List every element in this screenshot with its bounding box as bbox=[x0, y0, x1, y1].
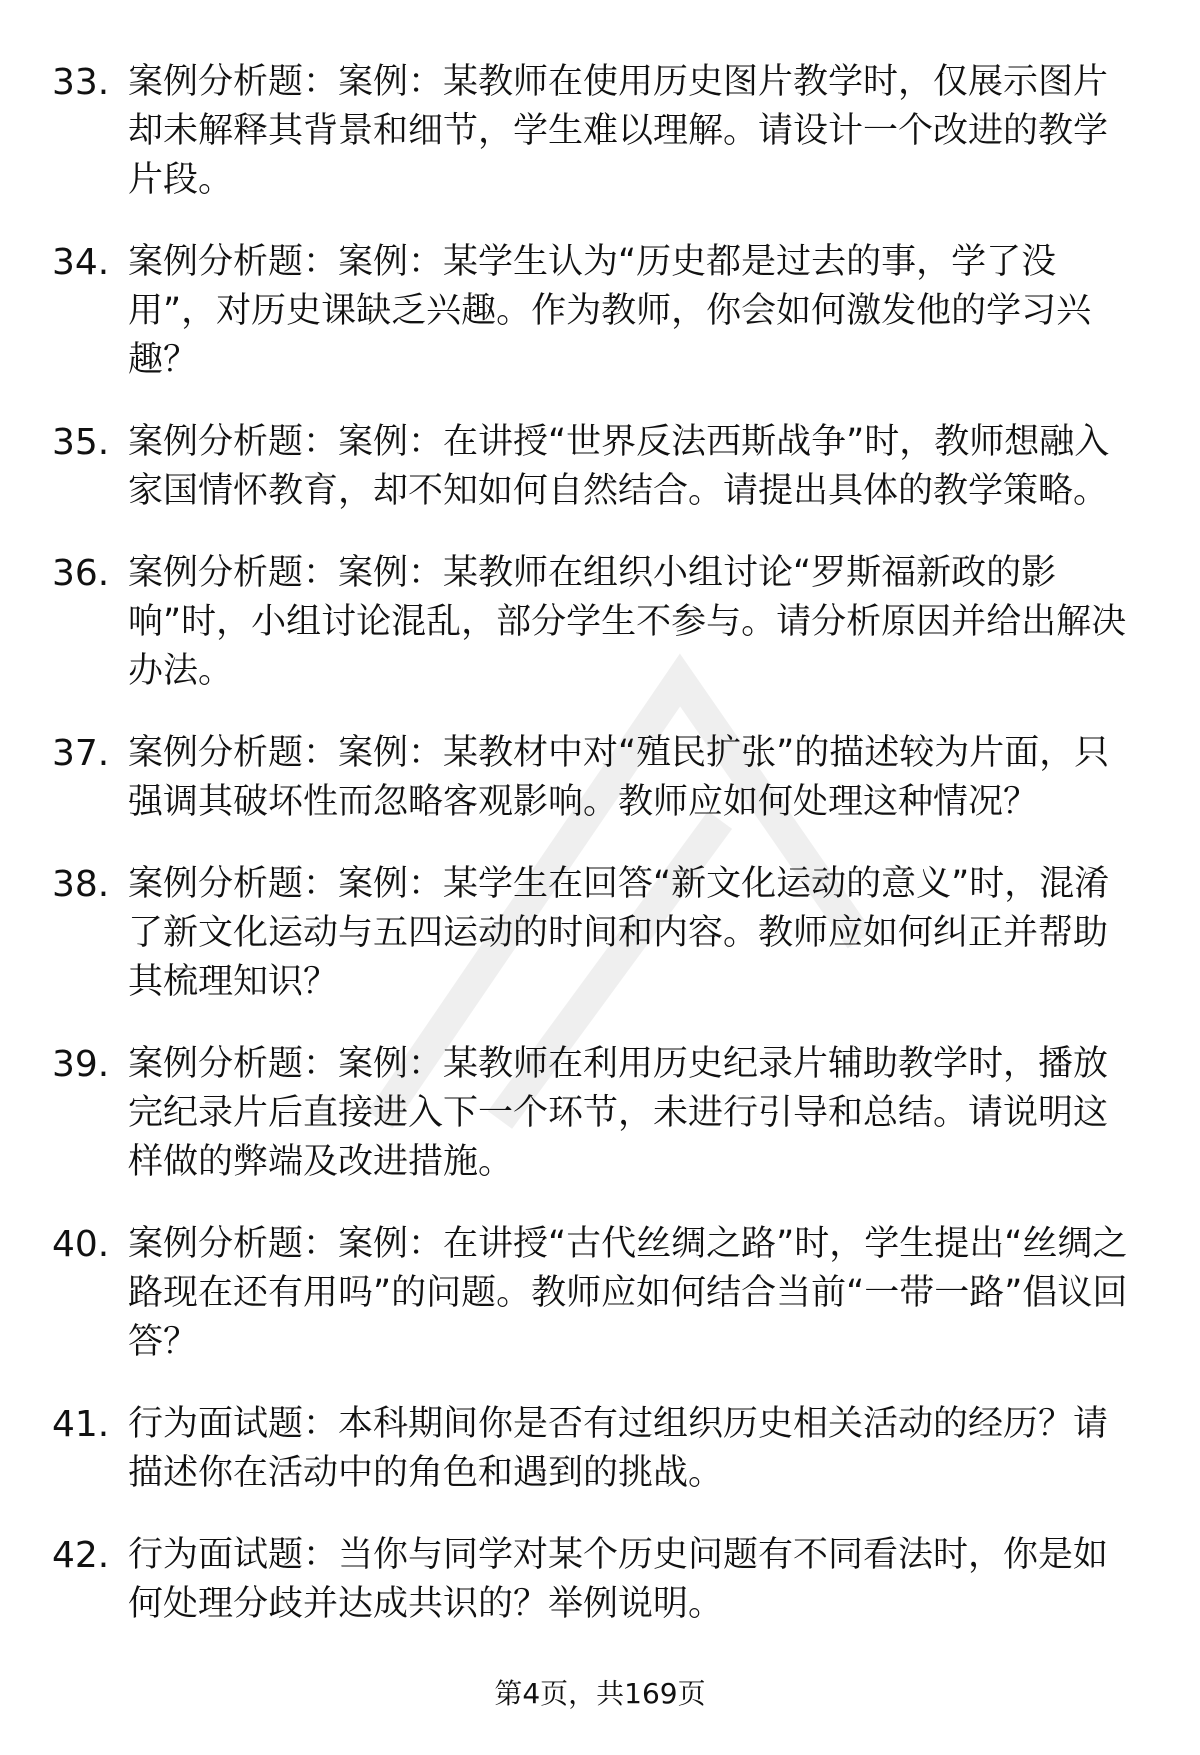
question-text: 案例分析题：案例：在讲授“世界反法西斯战争”时，教师想融入家国情怀教育，却不知如何自然结合。请提出具体的教学策略。 bbox=[128, 422, 1110, 511]
question-number: 36. bbox=[52, 553, 110, 594]
question-number: 37. bbox=[52, 733, 110, 774]
question-number: 41. bbox=[52, 1404, 110, 1445]
question-text: 案例分析题：案例：某教材中对“殖民扩张”的描述较为片面，只强调其破坏性而忽略客观影响。教师应如何处理这种情况？ bbox=[128, 733, 1110, 822]
question-item bbox=[52, 729, 1142, 827]
question-item bbox=[52, 58, 1142, 205]
question-item bbox=[52, 860, 1142, 1007]
question-item bbox=[52, 238, 1142, 385]
question-item bbox=[52, 1531, 1142, 1629]
question-number: 42. bbox=[52, 1535, 110, 1576]
question-text: 案例分析题：案例：某教师在组织小组讨论“罗斯福新政的影响”时，小组讨论混乱，部分学生不参与。请分析原因并给出解决办法。 bbox=[128, 553, 1127, 691]
question-text: 行为面试题：当你与同学对某个历史问题有不同看法时，你是如何处理分歧并达成共识的？举例说明。 bbox=[128, 1535, 1109, 1624]
question-text: 行为面试题：本科期间你是否有过组织历史相关活动的经历？请描述你在活动中的角色和遇到的挑战。 bbox=[128, 1404, 1109, 1493]
question-text: 案例分析题：案例：某学生认为“历史都是过去的事，学了没用”，对历史课缺乏兴趣。作为教师，你会如何激发他的学习兴趣？ bbox=[128, 242, 1092, 380]
question-number: 39. bbox=[52, 1044, 110, 1085]
question-number: 35. bbox=[52, 422, 110, 463]
question-text: 案例分析题：案例：某教师在利用历史纪录片辅助教学时，播放完纪录片后直接进入下一个环节，未进行引导和总结。请说明这样做的弊端及改进措施。 bbox=[128, 1044, 1109, 1182]
question-item bbox=[52, 549, 1142, 696]
question-item bbox=[52, 1040, 1142, 1187]
question-number: 38. bbox=[52, 864, 110, 905]
question-list bbox=[52, 58, 1142, 1662]
question-number: 34. bbox=[52, 242, 110, 283]
question-item bbox=[52, 1220, 1142, 1367]
question-number: 33. bbox=[52, 62, 110, 103]
question-item bbox=[52, 1400, 1142, 1498]
page-footer: 第4页，共169页 bbox=[494, 1677, 706, 1710]
question-text: 案例分析题：案例：某教师在使用历史图片教学时，仅展示图片却未解释其背景和细节，学生难以理解。请设计一个改进的教学片段。 bbox=[128, 62, 1109, 200]
question-item bbox=[52, 418, 1142, 516]
question-text: 案例分析题：案例：在讲授“古代丝绸之路”时，学生提出“丝绸之路现在还有用吗”的问题。教师应如何结合当前“一带一路”倡议回答？ bbox=[128, 1224, 1128, 1362]
question-number: 40. bbox=[52, 1224, 110, 1265]
question-text: 案例分析题：案例：某学生在回答“新文化运动的意义”时，混淆了新文化运动与五四运动的时间和内容。教师应如何纠正并帮助其梳理知识？ bbox=[128, 864, 1110, 1002]
